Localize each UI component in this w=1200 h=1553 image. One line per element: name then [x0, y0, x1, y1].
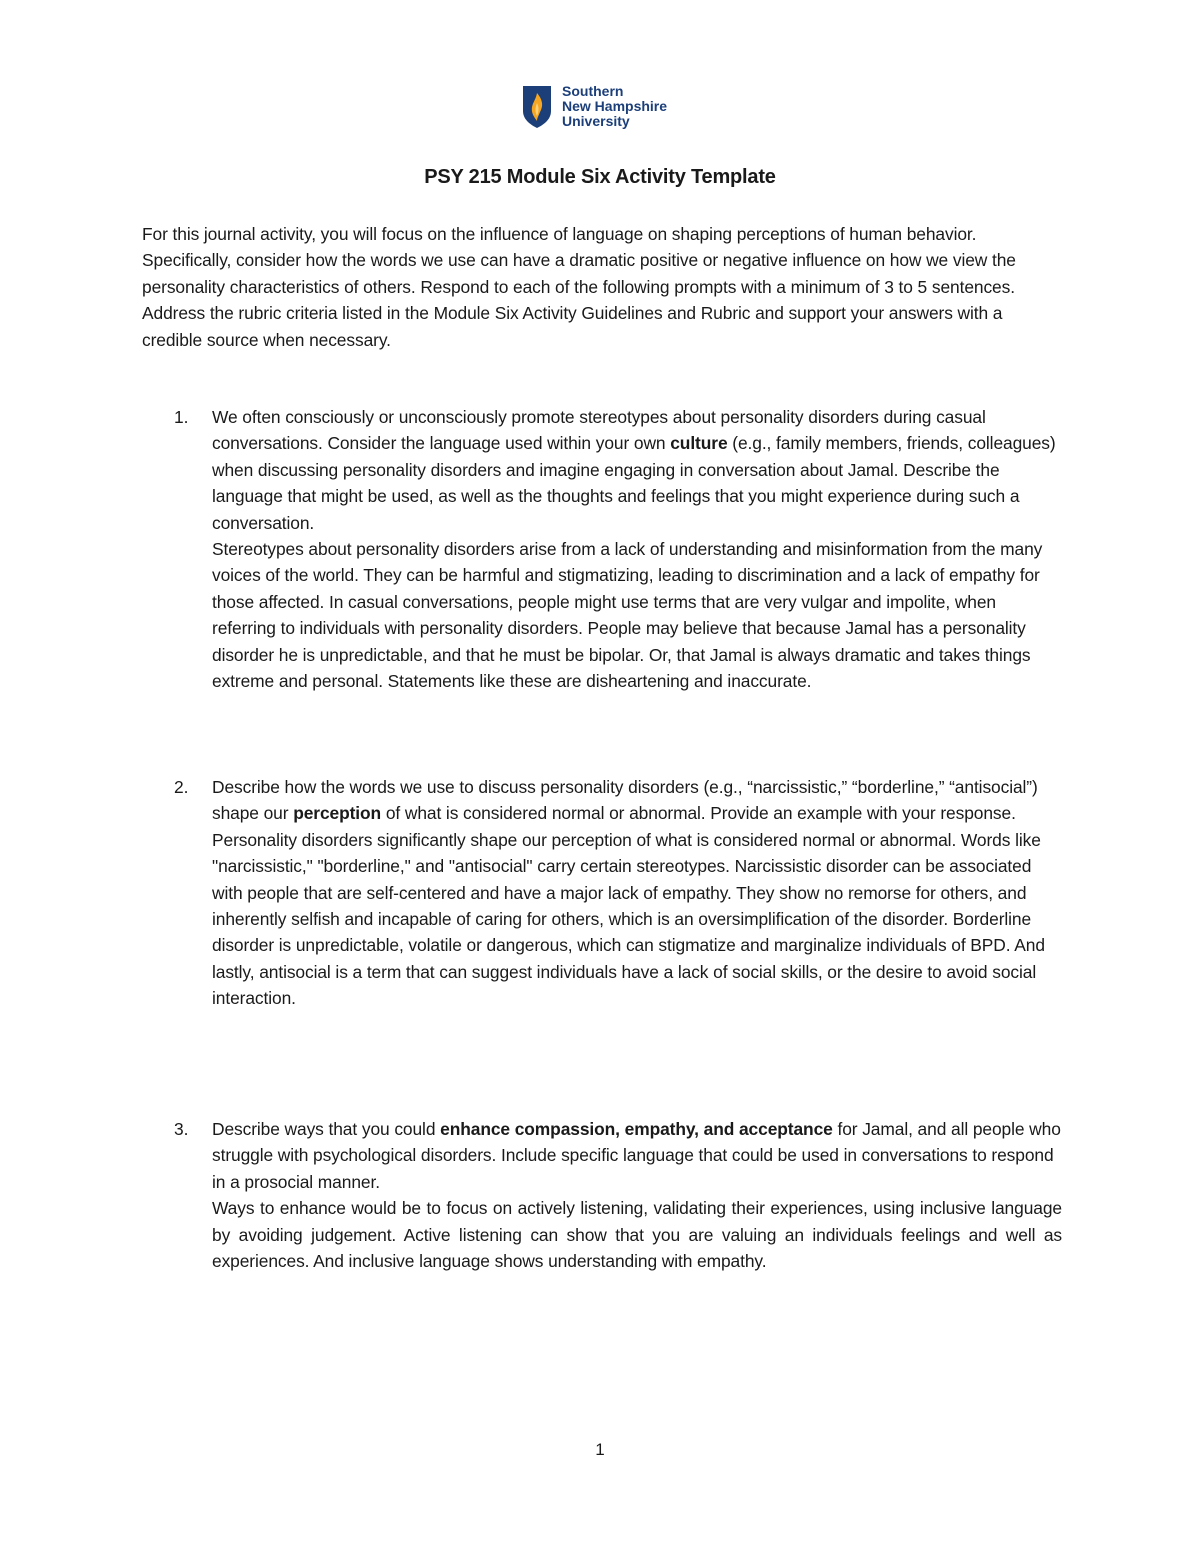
question-2-prompt	[212, 774, 1062, 827]
question-3-prompt-text: Describe ways that you could	[212, 1119, 441, 1139]
question-2-prompt-text-cont: of what is considered normal or abnormal. Provide an example with your response.	[381, 803, 1016, 824]
question-1	[142, 404, 1062, 694]
question-1-number: 1.	[174, 407, 189, 427]
question-2	[142, 774, 1062, 1012]
page-number: 1	[595, 1440, 605, 1459]
question-1-prompt-text-cont: (e.g., family members, friends, colleagues) when discussing personality disorders and imagine engaging in conversation about Jamal. Describe the language that might be used, as well as the thoughts and feelings that you might experience during such a conversation.	[212, 433, 1056, 533]
intro-paragraph: For this journal activity, you will focus on the influence of language on shaping perceptions of human behavior. Specifically, consider how the words we use can have a dramatic positive or negative influence on how we view the personality characteristics of others. Respond to each of the following prompts with a minimum of 3 to 5 sentences. Address the rubric criteria listed in the Module Six Activity Guidelines and Rubric and support your answers with a credible source when necessary.	[142, 224, 1016, 350]
snhu-logo	[522, 84, 667, 129]
logo-line-2: New Hampshire	[562, 98, 668, 114]
question-1-prompt	[212, 404, 1062, 536]
logo-line-3: University	[562, 113, 630, 129]
document-title: PSY 215 Module Six Activity Template	[424, 166, 776, 188]
question-3-prompt-emphasis: enhance compassion, empathy, and acceptance	[440, 1119, 833, 1139]
question-1-prompt-emphasis: culture	[670, 433, 728, 454]
question-2-answer: Personality disorders significantly shape our perception of what is considered normal or abnormal. Words like "narcissistic," "borderline," and "antisocial" carry certain stereotypes. Narcissistic disorder can be associated with people that are self-centered and have a major lack of empathy. They show no remorse for others, and inherently selfish and incapable of caring for others, which is an oversimplification of the disorder. Borderline disorder is unpredictable, volatile or dangerous, which can stigmatize and marginalize individuals of BPD. And lastly, antisocial is a term that can suggest individuals have a lack of social skills, or the desire to avoid social interaction.	[212, 829, 1045, 1009]
question-1-answer: Stereotypes about personality disorders arise from a lack of understanding and misinformation from the many voices of the world. They can be harmful and stigmatizing, leading to discrimination and a lack of empathy for those affected. In casual conversations, people might use terms that are very vulgar and impolite, when referring to individuals with personality disorders. People may believe that because Jamal has a personality disorder he is unpredictable, and that he must be bipolar. Or, that Jamal is always dramatic and takes things extreme and personal. Statements like these are disheartening and inaccurate.	[212, 539, 1043, 692]
question-3	[142, 1116, 1062, 1274]
logo-wordmark	[562, 84, 667, 129]
question-2-prompt-emphasis: perception	[293, 803, 382, 824]
question-3-number: 3.	[174, 1119, 189, 1139]
question-2-prompt-text: Describe how the words we use to discuss personality disorders (e.g., “narcissistic,” “borderline,” “antisocial”) shape our	[212, 777, 1038, 824]
question-3-prompt	[212, 1116, 1062, 1195]
question-2-number: 2.	[174, 777, 189, 797]
question-3-prompt-text-cont: for Jamal, and all people who struggle with psychological disorders. Include specific language that could be used in conversations to respond in a prosocial manner.	[212, 1119, 1061, 1192]
question-3-answer: Ways to enhance would be to focus on actively listening, validating their experiences, using inclusive language by avoiding judgement. Active listening can show that you are valuing an individuals feelings and well as experiences. And inclusive language shows understanding with empathy.	[212, 1198, 1062, 1272]
question-1-prompt-text: We often consciously or unconsciously promote stereotypes about personality disorders during casual conversations. Consider the language used within your own	[212, 407, 986, 454]
shield-flame-icon	[522, 85, 552, 129]
logo-line-1: Southern	[562, 83, 624, 99]
